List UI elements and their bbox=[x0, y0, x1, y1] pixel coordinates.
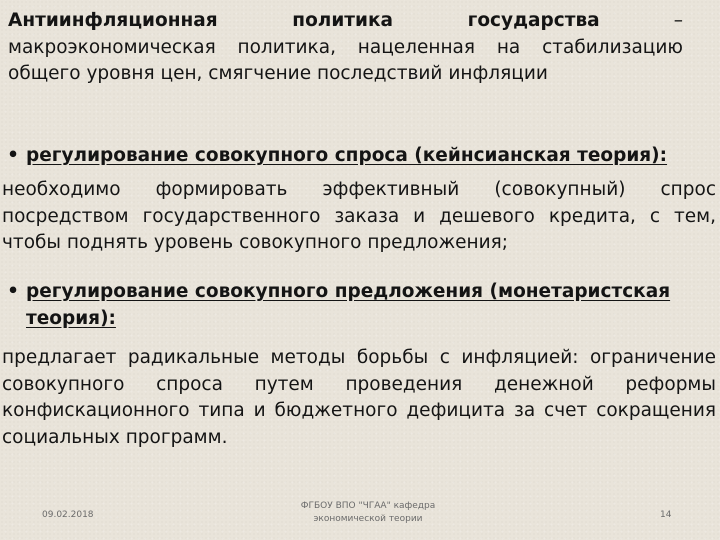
bullet-item-supply bbox=[0, 279, 700, 332]
bullet-marker: • bbox=[7, 145, 19, 166]
bullet-heading: регулирование совокупного спроса (кейнсианская теория): bbox=[26, 145, 668, 166]
definition-term: Антиинфляционная политика государства bbox=[8, 10, 600, 31]
footer-org-line: ФГБОУ ВПО "ЧГАА" кафедра bbox=[300, 501, 436, 511]
bullet-item-demand bbox=[0, 143, 667, 170]
footer-org-line: экономической теории bbox=[313, 514, 423, 524]
page-number: 14 bbox=[660, 510, 672, 520]
definition-text: – макроэкономическая политика, нацеленная на стабилизацию общего уровня цен, смягчение последствий инфляции bbox=[8, 10, 683, 84]
slide-footer bbox=[0, 500, 720, 540]
bullet-marker: • bbox=[7, 281, 19, 302]
bullet-body-text: необходимо формировать эффективный (совокупный) спрос посредством государственного заказа и дешевого кредита, с тем, чтобы поднять уровень совокупного предложения; bbox=[2, 179, 716, 253]
intro-definition bbox=[8, 8, 683, 88]
footer-organization bbox=[278, 500, 458, 526]
bullet-heading: регулирование совокупного предложения (монетаристская теория): bbox=[26, 281, 671, 329]
footer-date: 09.02.2018 bbox=[42, 510, 94, 520]
bullet-body-demand bbox=[2, 177, 716, 257]
bullet-body-supply bbox=[2, 345, 716, 451]
bullet-body-text: предлагает радикальные методы борьбы с инфляцией: ограничение совокупного спроса путем проведения денежной реформы конфискационного типа и бюджетного дефицита за счет сокращения социальных программ. bbox=[2, 347, 716, 448]
